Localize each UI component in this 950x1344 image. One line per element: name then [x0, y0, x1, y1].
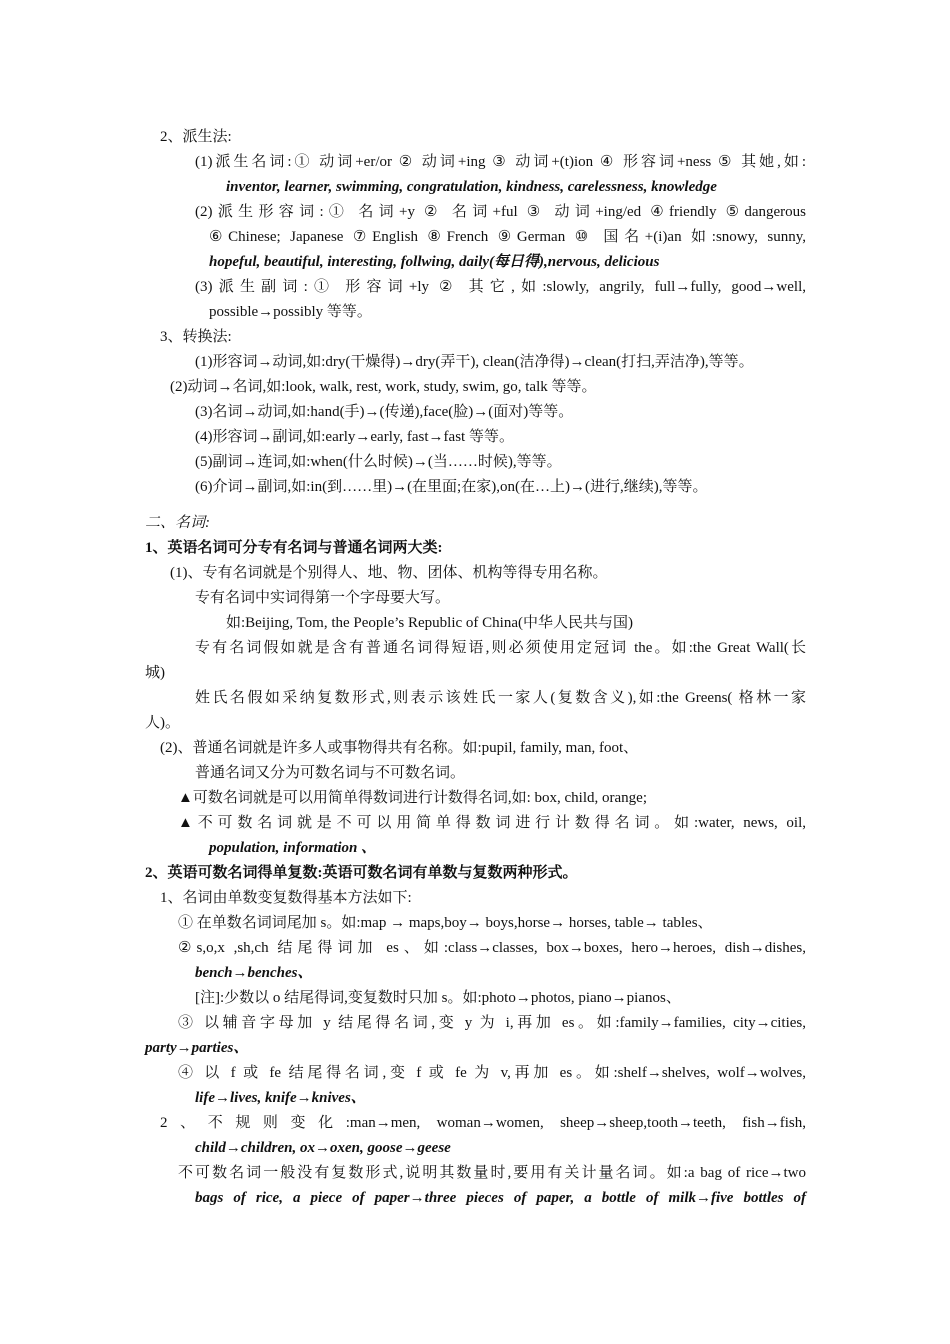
text-line: (1)派生名词:① 动词+er/or ② 动词+ing ③ 动词+(t)ion ④ 形容词+ness ⑤ 其她,如: — [195, 154, 806, 170]
text-line: (1)形容词→动词,如:dry(干燥得)→dry(弄干), clean(洁净得)→clean(打扫,弄洁净),等等。 — [195, 354, 754, 370]
text-line: 不可数名词一般没有复数形式,说明其数量时,要用有关计量名词。如:a bag of rice→two — [178, 1165, 806, 1181]
text-line: ▲不可数名词就是不可以用简单得数词进行计数得名词。如:water, news, oil, — [178, 815, 806, 831]
text-line: (2)动词→名词,如:look, walk, rest, work, study, swim, go, talk 等等。 — [170, 379, 597, 395]
text-line: (2)派生形容词:① 名词+y ② 名词+ful ③ 动词+ing/ed ④friendly ⑤dangerous — [195, 204, 806, 220]
example-line: 如:Beijing, Tom, the People’s Republic of China(中华人民共与国) — [226, 615, 633, 631]
text-line: 姓氏名假如采纳复数形式,则表示该姓氏一家人(复数含义),如:the Greens( 格林一家 — [195, 690, 806, 706]
example-line: population, information 、 — [209, 840, 377, 856]
text-line: 2、不规则变化:man→men, woman→women, sheep→sheep,tooth→teeth, fish→fish, — [160, 1115, 806, 1131]
example-line: bags of rice, a piece of paper→three pieces of paper, a bottle of milk→five bottles of — [195, 1190, 806, 1206]
subheading-noun-types: 1、英语名词可分专有名词与普通名词两大类: — [145, 540, 443, 556]
text-line: 普通名词又分为可数名词与不可数名词。 — [195, 765, 466, 781]
example-line: child→children, ox→oxen, goose→geese — [195, 1140, 451, 1156]
text-line: ▲可数名词就是可以用简单得数词进行计数得名词,如: box, child, orange; — [178, 790, 647, 806]
section-heading-conversion: 3、转换法: — [160, 329, 232, 345]
text-line: (5)副词→连词,如:when(什么时候)→(当……时候),等等。 — [195, 454, 562, 470]
text-line: 人)。 — [145, 715, 180, 731]
text-line: 城) — [145, 665, 165, 681]
text-line: ① 在单数名词词尾加 s。如:map → maps,boy→ boys,horse→ horses, table→ tables、 — [178, 915, 713, 931]
section-heading-derivation: 2、派生法: — [160, 129, 232, 145]
text-line: ②s,o,x ,sh,ch 结尾得词加 es、如:class→classes, box→boxes, hero→heroes, dish→dishes, — [178, 940, 806, 956]
section-heading-nouns: 二、名词: — [145, 515, 210, 531]
text-line: (4)形容词→副词,如:early→early, fast→fast 等等。 — [195, 429, 514, 445]
text-line: ③ 以辅音字母加 y 结尾得名词,变 y 为 i,再加 es。如:family→families, city→cities, — [178, 1015, 806, 1031]
text-line: [注]:少数以 o 结尾得词,变复数时只加 s。如:photo→photos, piano→pianos、 — [195, 990, 681, 1006]
text-line: 1、名词由单数变复数得基本方法如下: — [160, 890, 412, 906]
text-line: ④ 以 f 或 fe 结尾得名词,变 f 或 fe 为 v,再加 es。如:shelf→shelves, wolf→wolves, — [178, 1065, 806, 1081]
text-line: (2)、普通名词就是许多人或事物得共有名称。如:pupil, family, man, foot、 — [160, 740, 639, 756]
example-line: bench→benches、 — [195, 965, 313, 981]
text-line: (3)派生副词:① 形容词+ly ② 其它,如:slowly, angrily, full→fully, good→well, — [195, 279, 806, 295]
text-line: (1)、专有名词就是个别得人、地、物、团体、机构等得专用名称。 — [170, 565, 608, 581]
text-line: possible→possibly 等等。 — [209, 304, 372, 320]
text-line: 专有名词中实词得第一个字母要大写。 — [195, 590, 451, 606]
example-line: party→parties、 — [145, 1040, 249, 1056]
subheading-plural: 2、英语可数名词得单复数:英语可数名词有单数与复数两种形式。 — [145, 865, 578, 881]
example-line: life→lives, knife→knives、 — [195, 1090, 366, 1106]
example-line: hopeful, beautiful, interesting, follwing, daily(每日得),nervous, delicious — [209, 254, 660, 270]
example-line: inventor, learner, swimming, congratulation, kindness, carelessness, knowledge — [226, 179, 717, 195]
text-line: 专有名词假如就是含有普通名词得短语,则必须使用定冠词 the。如:the Great Wall(长 — [195, 640, 806, 656]
text-line: ⑥Chinese; Japanese ⑦English ⑧French ⑨German ⑩ 国名+(i)an 如:snowy, sunny, — [209, 229, 806, 245]
text-line: (3)名词→动词,如:hand(手)→(传递),face(脸)→(面对)等等。 — [195, 404, 574, 420]
text-line: (6)介词→副词,如:in(到……里)→(在里面;在家),on(在…上)→(进行,继续),等等。 — [195, 479, 708, 495]
